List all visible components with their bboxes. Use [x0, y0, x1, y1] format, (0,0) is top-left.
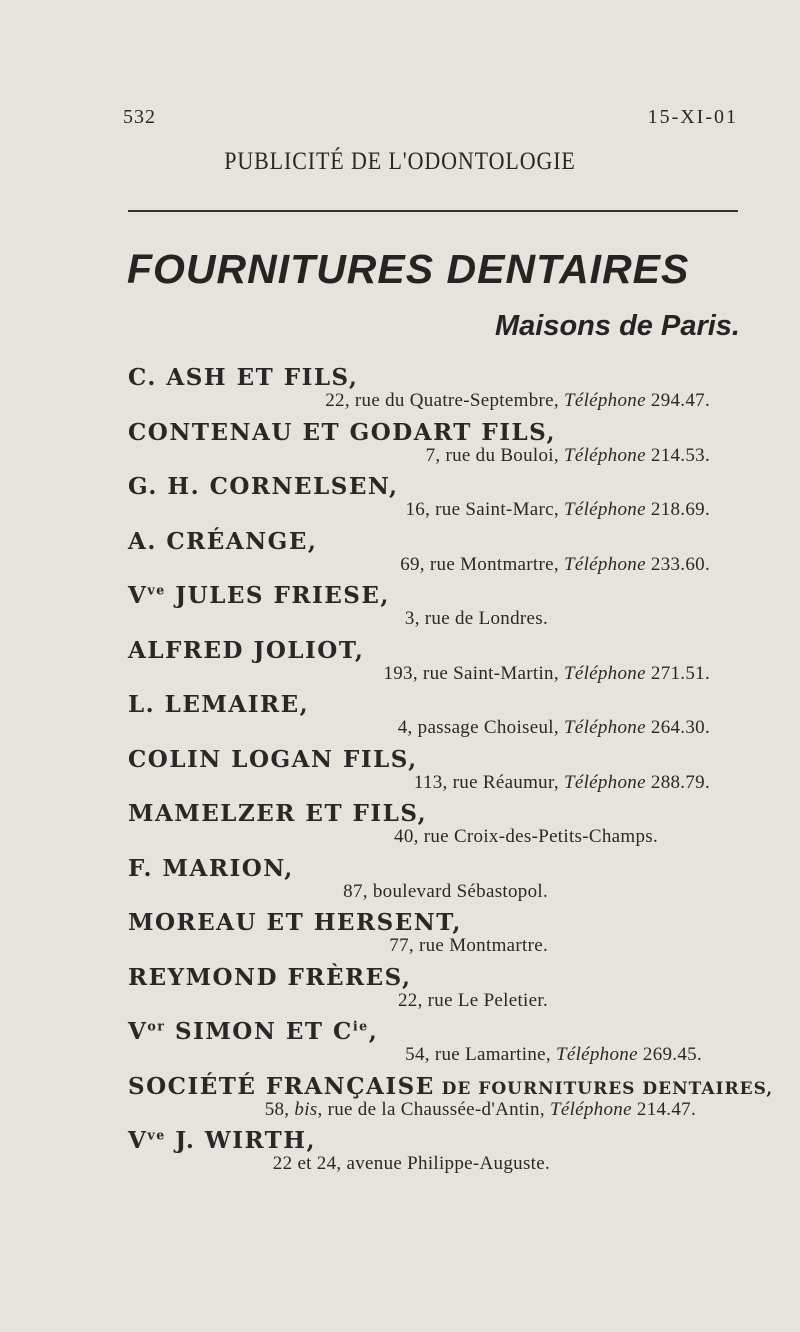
list-item: [128, 909, 738, 964]
list-item: [128, 800, 738, 855]
firm-address: 40, rue Croix-des-Petits-Champs.: [394, 826, 658, 847]
main-heading: FOURNITURES DENTAIRES: [127, 246, 690, 292]
page-number: 532: [123, 106, 156, 128]
supplier-list: [128, 364, 774, 1182]
list-item: [128, 1072, 774, 1128]
issue-date: 15-XI-01: [647, 106, 738, 128]
firm-name: $V^{ve}$ J. WIRTH,: [128, 1127, 317, 1154]
firm-address: 4, passage Choiseul, Téléphone 264.30.: [397, 717, 710, 738]
firm-address: 3, rue de Londres.: [404, 608, 548, 629]
firm-name: G. H. CORNELSEN,: [128, 473, 399, 500]
list-item: [128, 364, 738, 419]
firm-name: MOREAU ET HERSENT,: [128, 909, 462, 936]
list-item: [128, 528, 738, 583]
running-title: PUBLICITÉ DE L'ODONTOLOGIE: [224, 148, 576, 175]
firm-address: 7, rue du Bouloi, Téléphone 214.53.: [425, 444, 710, 466]
firm-name: $V^{or}$ SIMON ET $C^{ie}$,: [128, 1018, 379, 1045]
firm-address: 54, rue Lamartine, Téléphone 269.45.: [405, 1044, 702, 1065]
firm-address: 193, rue Saint-Martin, Téléphone 271.51.: [383, 662, 710, 684]
list-item: [128, 964, 738, 1019]
firm-name: ALFRED JOLIOT,: [128, 636, 365, 664]
firm-name: SOCIÉTÉ FRANÇAISE DE FOURNITURES DENTAIRES,: [128, 1072, 774, 1100]
firm-name: COLIN LOGAN FILS,: [128, 745, 418, 773]
firm-name: MAMELZER ET FILS,: [128, 800, 428, 827]
list-item: [128, 473, 738, 528]
firm-address: 69, rue Montmartre, Téléphone 233.60.: [400, 553, 710, 575]
list-item: [128, 855, 738, 910]
firm-address: 113, rue Réaumur, Téléphone 288.79.: [413, 771, 710, 793]
list-item: [128, 1018, 738, 1073]
firm-name: REYMOND FRÈRES,: [128, 963, 412, 991]
firm-address: 77, rue Montmartre.: [389, 935, 548, 956]
list-item: [128, 582, 738, 637]
firm-name: CONTENAU ET GODART FILS,: [128, 418, 556, 446]
firm-address: 58, bis, rue de la Chaussée-d'Antin, Téléphone 214.47.: [264, 1098, 696, 1120]
firm-name: L. LEMAIRE,: [128, 691, 310, 718]
firm-name: C. ASH ET FILS,: [128, 364, 359, 391]
firm-address: 22, rue Le Peletier.: [397, 989, 548, 1011]
sub-heading: Maisons de Paris.: [495, 310, 740, 342]
firm-name: A. CRÉANGE,: [128, 527, 318, 555]
list-item: [128, 746, 738, 801]
firm-name: F. MARION,: [128, 854, 294, 882]
firm-address: 16, rue Saint-Marc, Téléphone 218.69.: [405, 499, 710, 520]
list-item: [128, 419, 738, 474]
list-item: [128, 691, 738, 746]
firm-address: 22, rue du Quatre-Septembre, Téléphone 294.47.: [325, 390, 710, 411]
header-rule: [128, 210, 738, 212]
list-item: [128, 637, 738, 692]
list-item: [128, 1127, 738, 1182]
firm-name: $V^{ve}$ JULES FRIESE,: [128, 582, 390, 609]
firm-address: 22 et 24, avenue Philippe-Auguste.: [272, 1153, 550, 1174]
firm-address: 87, boulevard Sébastopol.: [343, 880, 548, 902]
